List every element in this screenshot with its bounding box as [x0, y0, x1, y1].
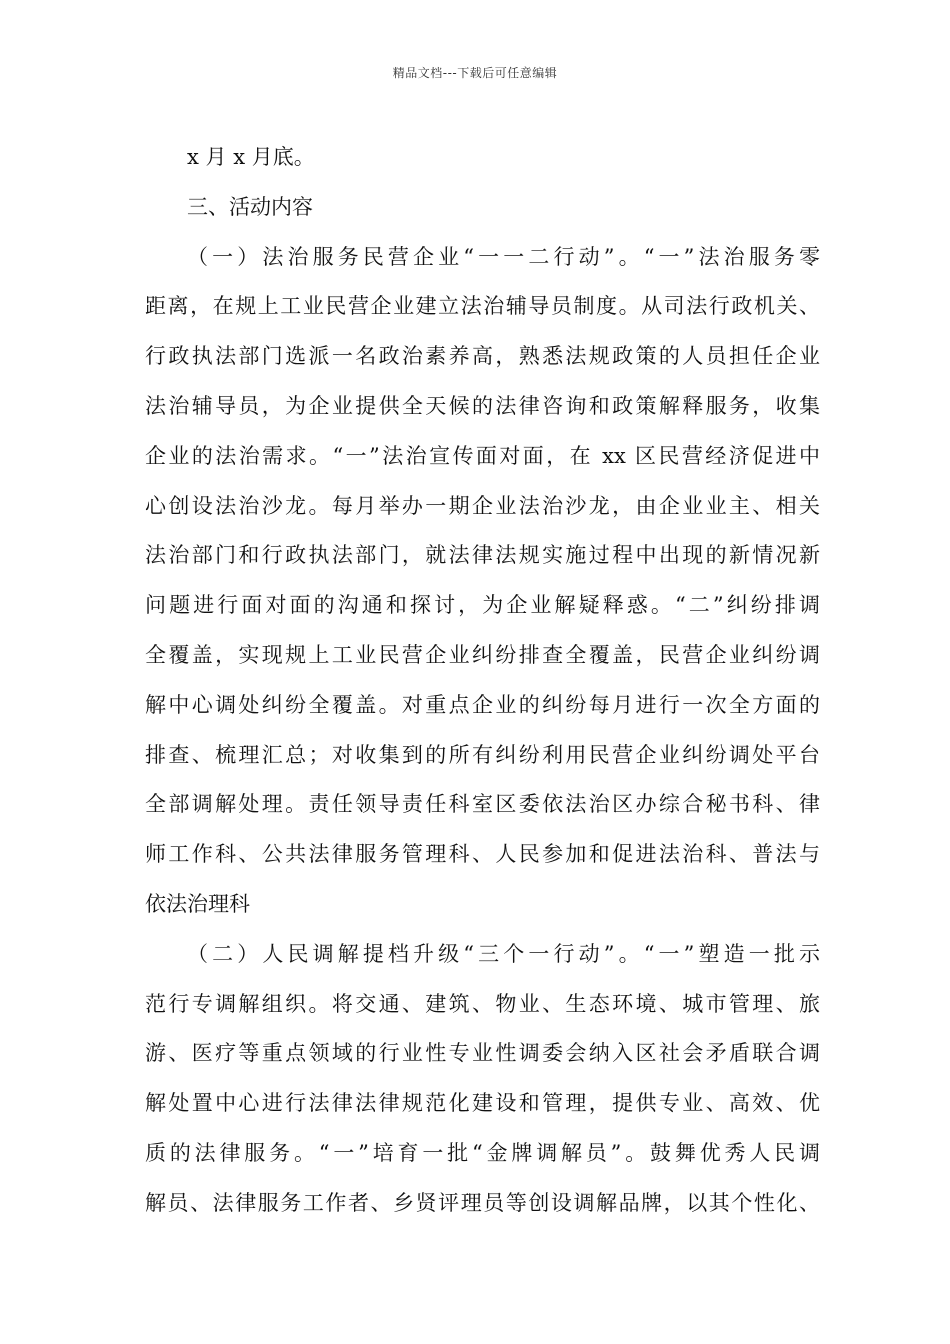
text-line: 解员、法律服务工作者、乡贤评理员等创设调解品牌，以其个性化、: [145, 1190, 820, 1215]
text-line: 问题进行面对面的沟通和探讨，为企业解疑释惑。“二”纠纷排调: [145, 593, 820, 618]
text-line: 全部调解处理。责任领导责任科室区委依法治区办综合秘书科、律: [145, 792, 820, 817]
body-text: [145, 133, 820, 1229]
text-line: 行政执法部门选派一名政治素养高，熟悉法规政策的人员担任企业: [145, 344, 820, 369]
text-line: 师工作科、公共法律服务管理科、人民参加和促进法治科、普法与: [145, 842, 820, 867]
text-line: （一）法治服务民营企业“一一二行动”。“一”法治服务零: [187, 244, 820, 269]
text-line: 法治部门和行政执法部门，就法律法规实施过程中出现的新情况新: [145, 543, 820, 568]
text-line: 企业的法治需求。“一”法治宣传面对面，在 xx 区民营经济促进中: [145, 443, 820, 468]
text-line: 游、医疗等重点领域的行业性专业性调委会纳入区社会矛盾联合调: [145, 1041, 820, 1066]
text-line: x 月 x 月底。: [187, 145, 315, 169]
text-line: 排查、梳理汇总；对收集到的所有纠纷利用民营企业纠纷调处平台: [145, 742, 820, 767]
text-line: 心创设法治沙龙。每月举办一期企业法治沙龙，由企业业主、相关: [145, 493, 820, 518]
text-line: （二）人民调解提档升级“三个一行动”。“一”塑造一批示: [187, 941, 820, 966]
text-line: 解中心调处纠纷全覆盖。对重点企业的纠纷每月进行一次全方面的: [145, 692, 820, 717]
text-line: 三、活动内容: [187, 194, 313, 219]
text-line: 全覆盖，实现规上工业民营企业纠纷排查全覆盖，民营企业纠纷调: [145, 642, 820, 667]
text-line: 法治辅导员，为企业提供全天候的法律咨询和政策解释服务，收集: [145, 393, 820, 418]
text-line: 依法治理科: [145, 891, 250, 916]
text-line: 范行专调解组织。将交通、建筑、物业、生态环境、城市管理、旅: [145, 991, 820, 1016]
text-line: 距离，在规上工业民营企业建立法治辅导员制度。从司法行政机关、: [145, 294, 820, 319]
text-line: 质的法律服务。“一”培育一批“金牌调解员”。鼓舞优秀人民调: [145, 1140, 820, 1165]
text-line: 解处置中心进行法律法律规范化建设和管理，提供专业、高效、优: [145, 1091, 820, 1116]
page-header: 精品文档---下载后可任意编辑: [392, 66, 558, 80]
